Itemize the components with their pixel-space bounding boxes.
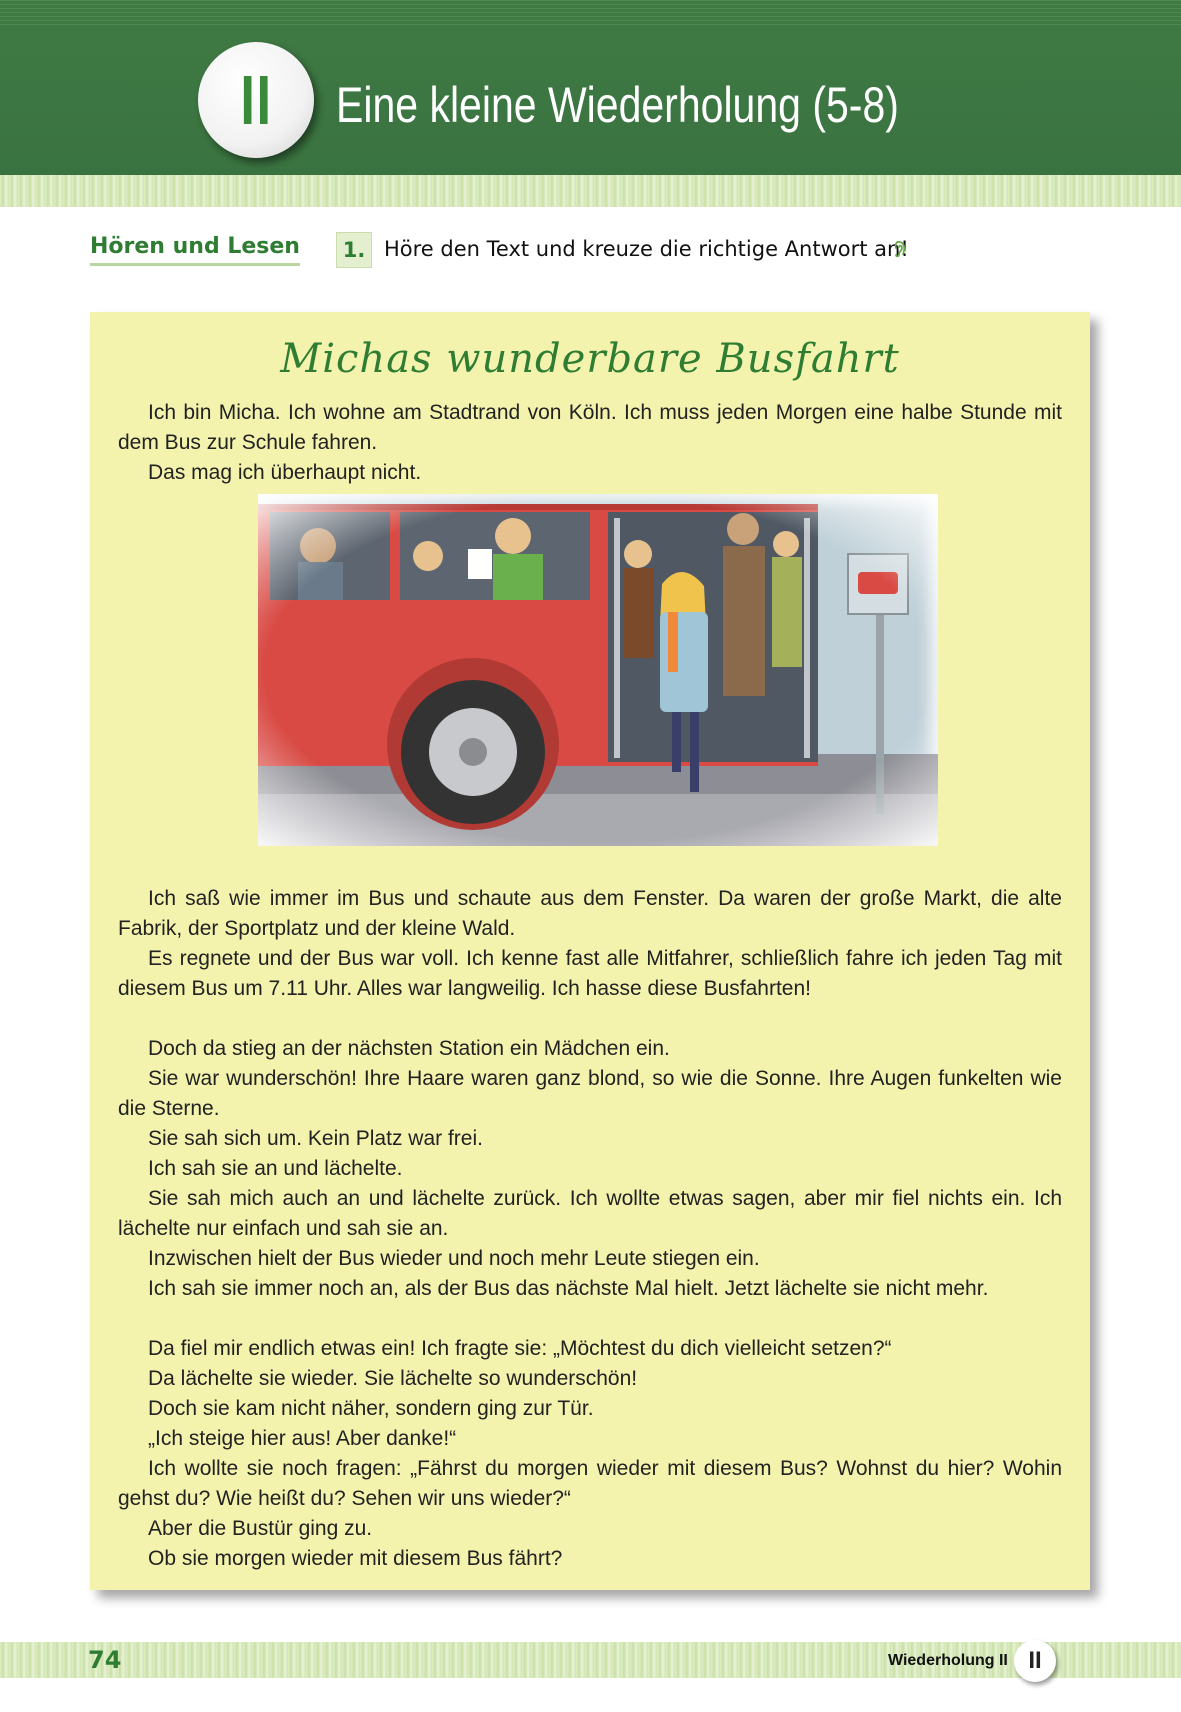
story-paragraph: Sie war wunderschön! Ihre Haare waren ganz blond, so wie die Sonne. Ihre Augen funkelten wie die Sterne. (118, 1067, 1062, 1120)
reading-text-box (90, 312, 1090, 1590)
story-paragraph: Ob sie morgen wieder mit diesem Bus fährt? (148, 1547, 563, 1570)
story-paragraph: Ich sah sie immer noch an, als der Bus das nächste Mal hielt. Jetzt lächelte sie nicht mehr. (148, 1277, 989, 1300)
story-body (118, 884, 1062, 1574)
footer-chapter-badge-label: II (1028, 1647, 1042, 1674)
task-number: 1. (336, 232, 372, 268)
page-number: 74 (88, 1646, 122, 1674)
ear-icon (893, 239, 907, 259)
story-paragraph: Sie sah mich auch an und lächelte zurück. Ich wollte etwas sagen, aber mir fiel nichts ein. Ich lächelte nur einfach und sah sie an. (118, 1187, 1062, 1240)
story-paragraph: Ich wollte sie noch fragen: „Fährst du morgen wieder mit diesem Bus? Wohnst du hier? Wohin gehst du? Wie heißt du? Sehen wir uns wieder?“ (118, 1457, 1062, 1510)
story-paragraph: Sie sah sich um. Kein Platz war frei. (148, 1127, 483, 1150)
story-paragraph: Ich sah sie an und lächelte. (148, 1157, 403, 1180)
banner-texture-strip (0, 175, 1181, 207)
footer-chapter-badge (1014, 1640, 1056, 1682)
banner-stripes (0, 0, 1181, 28)
chapter-badge-label: II (239, 61, 273, 139)
story-paragraph: Doch da stieg an der nächsten Station ein Mädchen ein. (148, 1037, 670, 1060)
story-paragraph: Doch sie kam nicht näher, sondern ging zur Tür. (148, 1397, 594, 1420)
story-paragraph: Es regnete und der Bus war voll. Ich kenne fast alle Mitfahrer, schließlich fahre ich jeden Tag mit diesem Bus um 7.11 Uhr. Alles war langweilig. Ich hasse diese Busfahrten! (118, 947, 1062, 1000)
story-title: Michas wunderbare Busfahrt (280, 336, 900, 382)
task-instruction: Höre den Text und kreuze die richtige Antwort an! (384, 237, 909, 261)
footer-chapter-label: Wiederholung II (888, 1652, 1008, 1669)
story-paragraph: Da fiel mir endlich etwas ein! Ich fragte sie: „Möchtest du dich vielleicht setzen?“ (148, 1337, 892, 1360)
story-paragraph: Das mag ich überhaupt nicht. (148, 461, 422, 484)
story-paragraph: Inzwischen hielt der Bus wieder und noch mehr Leute stiegen ein. (148, 1247, 760, 1270)
story-paragraph: Aber die Bustür ging zu. (148, 1517, 373, 1540)
story-paragraph: Da lächelte sie wieder. Sie lächelte so wunderschön! (148, 1367, 638, 1390)
story-paragraph: Ich bin Micha. Ich wohne am Stadtrand von Köln. Ich muss jeden Morgen eine halbe Stunde mit dem Bus zur Schule fahren. (118, 401, 1062, 454)
section-label: Hören und Lesen (90, 234, 300, 266)
story-paragraph: „Ich steige hier aus! Aber danke!“ (148, 1427, 457, 1450)
chapter-badge (198, 42, 314, 158)
story-intro (118, 398, 1062, 488)
chapter-title: Eine kleine Wiederholung (5-8) (336, 77, 899, 133)
story-paragraph: Ich saß wie immer im Bus und schaute aus dem Fenster. Da waren der große Markt, die alte Fabrik, der Sportplatz und der kleine Wald. (118, 887, 1062, 940)
bus-illustration (258, 494, 938, 846)
